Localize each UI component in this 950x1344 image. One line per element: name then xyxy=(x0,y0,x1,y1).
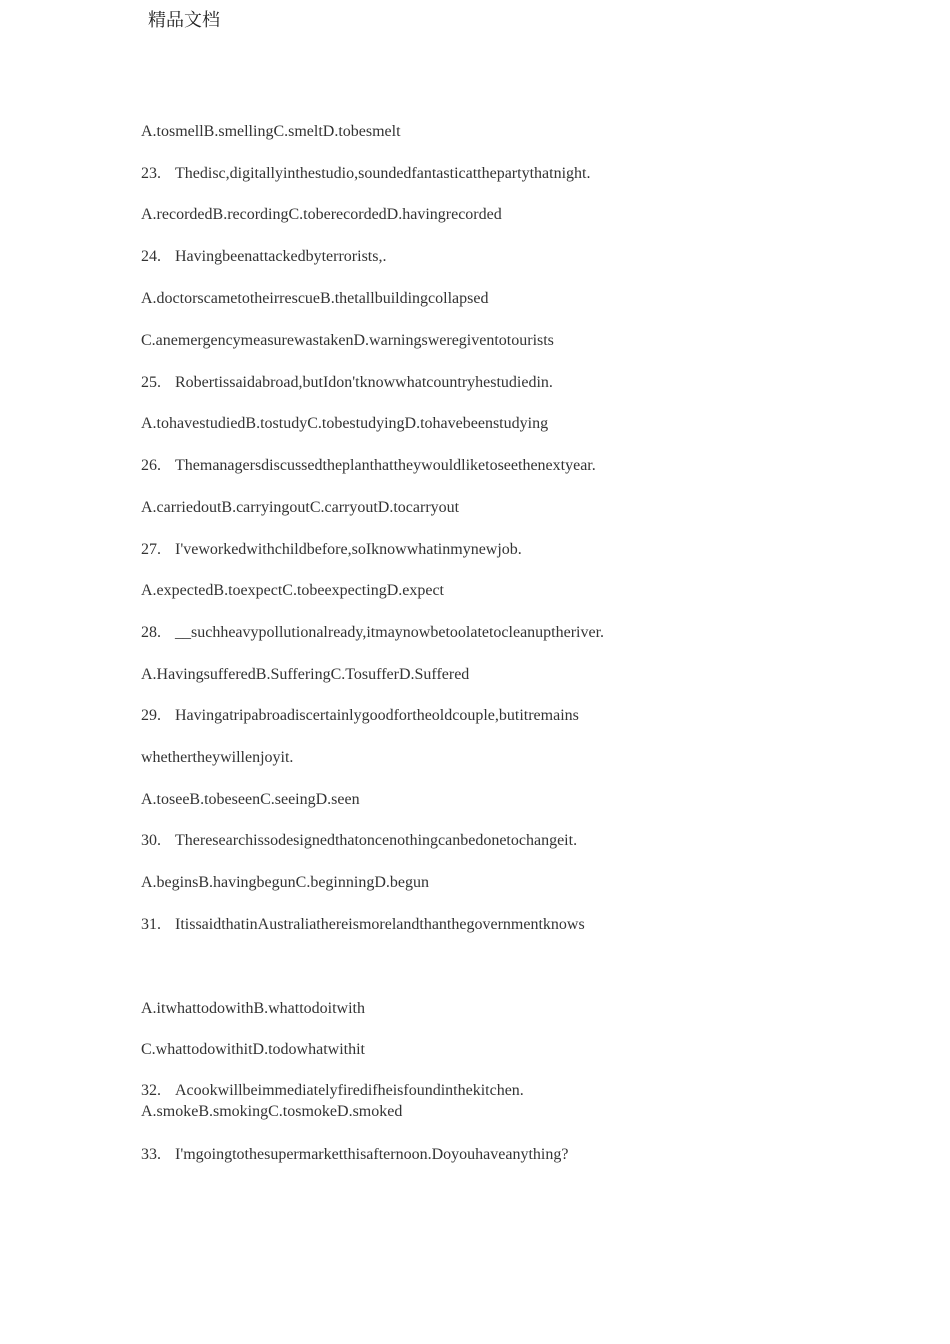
option-line: C.anemergencymeasurewastakenD.warningsweregiventotourists xyxy=(141,332,554,349)
question-line xyxy=(141,373,553,393)
page-header: 精品文档 xyxy=(148,10,220,31)
option-line: A.carriedoutB.carryingoutC.carryoutD.tocarryout xyxy=(141,499,460,516)
question-line xyxy=(141,1145,568,1165)
question-line xyxy=(141,706,579,726)
question-text: ItissaidthatinAustraliathereismorelandthanthegovernmentknows xyxy=(175,916,585,933)
question-number: 25. xyxy=(141,374,161,391)
question-number: 23. xyxy=(141,165,161,182)
question-line xyxy=(141,623,604,643)
question-line xyxy=(141,915,585,935)
question-line xyxy=(141,456,596,476)
question-text: __suchheavypollutionalready,itmaynowbetoolatetocleanuptheriver. xyxy=(175,624,605,641)
question-text: Havingbeenattackedbyterrorists,. xyxy=(175,248,387,265)
option-line: A.itwhattodowithB.whattodoitwith xyxy=(141,1000,365,1017)
option-line: A.expectedB.toexpectC.tobeexpectingD.expect xyxy=(141,582,444,599)
question-number: 33. xyxy=(141,1146,161,1163)
option-line: A.smokeB.smokingC.tosmokeD.smoked xyxy=(141,1103,403,1120)
question-line xyxy=(141,831,577,851)
option-line: A.recordedB.recordingC.toberecordedD.havingrecorded xyxy=(141,206,502,223)
option-line: A.toseeB.tobeseenC.seeingD.seen xyxy=(141,791,360,808)
question-text: I'veworkedwithchildbefore,soIknowwhatinmynewjob. xyxy=(175,541,522,558)
option-line: A.tohavestudiedB.tostudyC.tobestudyingD.tohavebeenstudying xyxy=(141,415,549,432)
option-line: A.HavingsufferedB.SufferingC.TosufferD.Suffered xyxy=(141,666,470,683)
option-line: A.beginsB.havingbegunC.beginningD.begun xyxy=(141,874,429,891)
question-text: Theresearchissodesignedthatoncenothingcanbedonetochangeit. xyxy=(175,832,578,849)
option-line: A.tosmellB.smellingC.smeltD.tobesmelt xyxy=(141,123,401,140)
question-line xyxy=(141,540,522,560)
question-text: Acookwillbeimmediatelyfiredifheisfoundinthekitchen. xyxy=(175,1082,524,1099)
question-number: 24. xyxy=(141,248,161,265)
question-number: 26. xyxy=(141,457,161,474)
question-number: 32. xyxy=(141,1082,161,1099)
question-number: 30. xyxy=(141,832,161,849)
option-line: C.whattodowithitD.todowhatwithit xyxy=(141,1041,365,1058)
question-text: Robertissaidabroad,butIdon'tknowwhatcountryhestudiedin. xyxy=(175,374,553,391)
question-text: Havingatripabroadiscertainlygoodfortheoldcouple,butitremains xyxy=(175,707,579,724)
question-number: 27. xyxy=(141,541,161,558)
question-text: Thedisc,digitallyinthestudio,soundedfantasticatthepartythatnight. xyxy=(175,165,591,182)
question-number: 31. xyxy=(141,916,161,933)
option-line: A.doctorscametotheirrescueB.thetallbuildingcollapsed xyxy=(141,290,489,307)
question-line xyxy=(141,247,386,267)
question-number: 28. xyxy=(141,624,161,641)
question-line xyxy=(141,1081,524,1101)
option-line: whethertheywillenjoyit. xyxy=(141,749,294,766)
question-number: 29. xyxy=(141,707,161,724)
question-text: I'mgoingtothesupermarketthisafternoon.Doyouhaveanything? xyxy=(175,1146,569,1163)
question-line xyxy=(141,164,590,184)
question-text: Themanagersdiscussedtheplanthattheywouldliketoseethenextyear. xyxy=(175,457,596,474)
